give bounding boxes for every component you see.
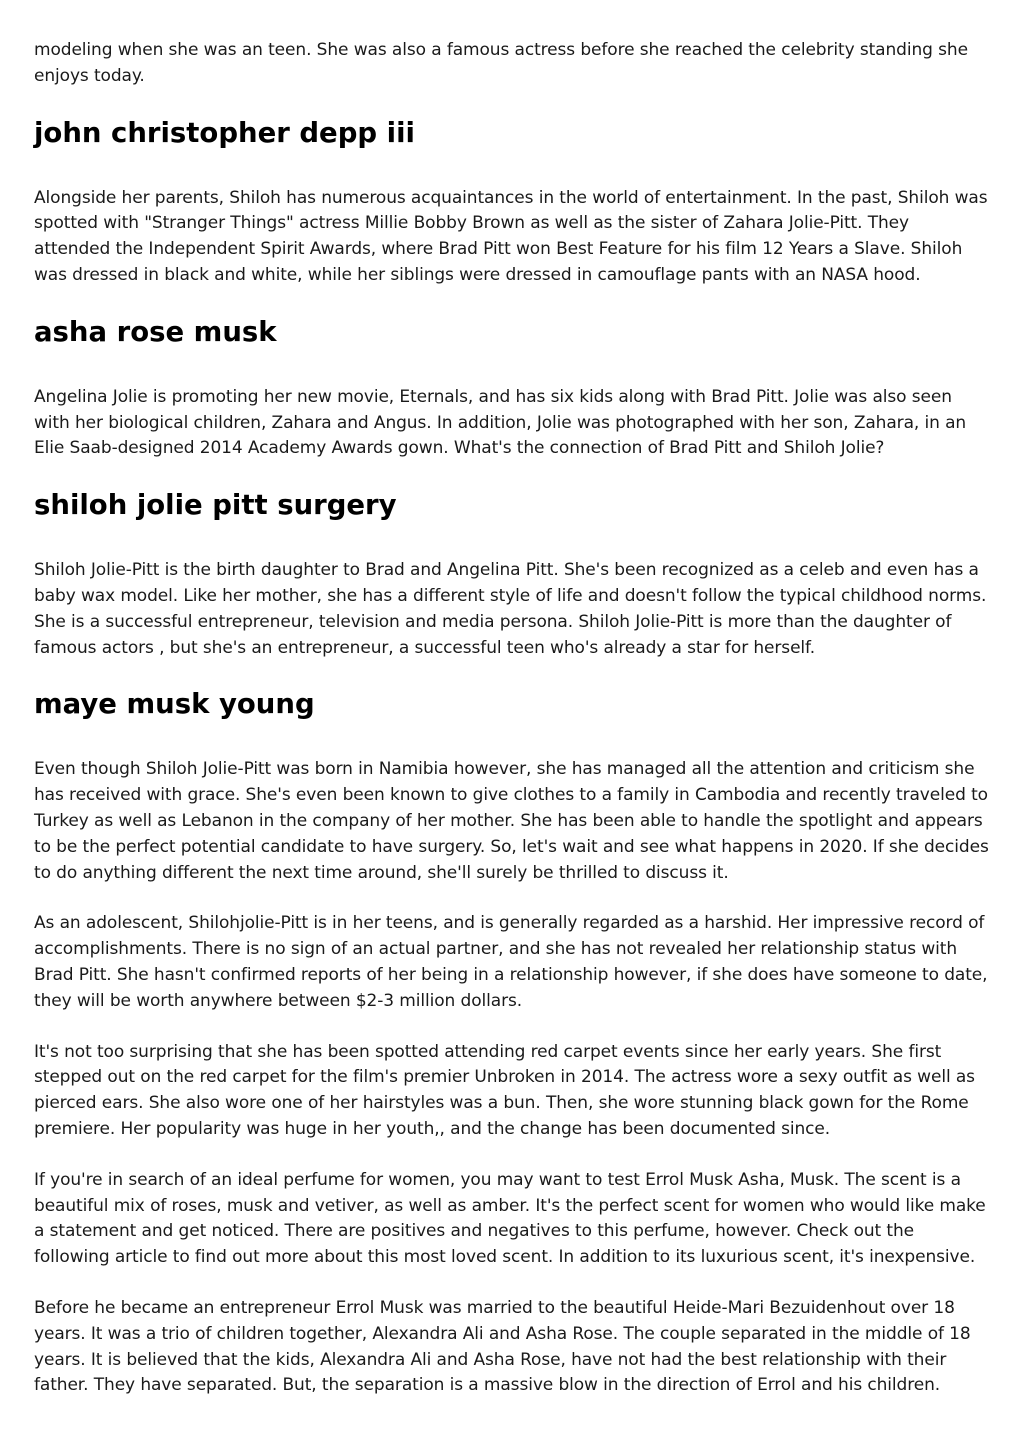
paragraph: If you're in search of an ideal perfume for women, you may want to test Errol Musk Asha, Musk. The scent is a beautiful mix of roses, musk and vetiver, as well as amber. It's the perfect scent for women who would like make a statement and get noticed. There are positives and negatives to this perfume, however. Check out the following article to find out more about this most loved scent. In addition to its luxurious scent, it's inexpensive. bbox=[34, 1169, 986, 1268]
paragraph: Alongside her parents, Shiloh has numerous acquaintances in the world of entertainment. In the past, Shiloh was spotted with "Stranger Things" actress Millie Bobby Brown as well as the sister of Zahara Jolie-Pitt. They attended the Independent Spirit Awards, where Brad Pitt won Best Feature for his film 12 Years a Slave. Shiloh was dressed in black and white, while her siblings were dressed in camouflage pants with an NASA hood. bbox=[34, 187, 988, 285]
paragraph: Angelina Jolie is promoting her new movie, Eternals, and has six kids along with Brad Pitt. Jolie was also seen with her biological children, Zahara and Angus. In addition, Jolie was photographed with her son, Zahara, in an Elie Saab-designed 2014 Academy Awards gown. What's the connection of Brad Pitt and Shiloh Jolie? bbox=[34, 386, 967, 459]
paragraph: Even though Shiloh Jolie-Pitt was born in Namibia however, she has managed all the attention and criticism she has received with grace. She's even been known to give clothes to a family in Cambodia and recently traveled to Turkey as well as Lebanon in the company of her mother. She has been able to handle the spotlight and appears to be the perfect potential candidate to have surgery. So, let's wait and see what happens in 2020. If she decides to do anything different the next time around, she'll surely be thrilled to discuss it. bbox=[34, 759, 989, 883]
section-heading-shiloh-surgery: shiloh jolie pitt surgery bbox=[34, 489, 397, 522]
paragraph: Shiloh Jolie-Pitt is the birth daughter to Brad and Angelina Pitt. She's been recognized as a celeb and even has a baby wax model. Like her mother, she has a different style of life and doesn't follow the typical childhood norms. She is a successful entrepreneur, television and media persona. Shiloh Jolie-Pitt is more than the daughter of famous actors , but she's an entrepreneur, a successful teen who's already a star for herself. bbox=[34, 560, 987, 658]
section-heading-maye-musk: maye musk young bbox=[34, 688, 315, 721]
paragraph: Before he became an entrepreneur Errol Musk was married to the beautiful Heide-Mari Bezuidenhout over 18 years. It was a trio of children together, Alexandra Ali and Asha Rose. The couple separated in the middle of 18 years. It is believed that the kids, Alexandra Ali and Asha Rose, have not had the best relationship with their father. They have separated. But, the separation is a massive blow in the direction of Errol and his children. bbox=[34, 1297, 971, 1396]
paragraph: As an adolescent, Shilohjolie-Pitt is in her teens, and is generally regarded as a harshid. Her impressive record of accomplishments. There is no sign of an actual partner, and she has not revealed her relationship status with Brad Pitt. She hasn't confirmed reports of her being in a relationship however, if she does have someone to date, they will be worth anywhere between $2-3 million dollars. bbox=[34, 913, 988, 1011]
section-heading-asha-rose: asha rose musk bbox=[34, 315, 277, 348]
section-heading-depp: john christopher depp iii bbox=[34, 116, 415, 149]
paragraph: It's not too surprising that she has been spotted attending red carpet events since her early years. She first stepped out on the red carpet for the film's premier Unbroken in 2014. The actress wore a sexy outfit as well as pierced ears. She also wore one of her hairstyles was a bun. Then, she wore stunning black gown for the Rome premiere. Her popularity was huge in her youth,, and the change has been documented since. bbox=[34, 1041, 975, 1139]
intro-paragraph: modeling when she was an teen. She was also a famous actress before she reached the celebrity standing she enjoys today. bbox=[34, 40, 968, 86]
